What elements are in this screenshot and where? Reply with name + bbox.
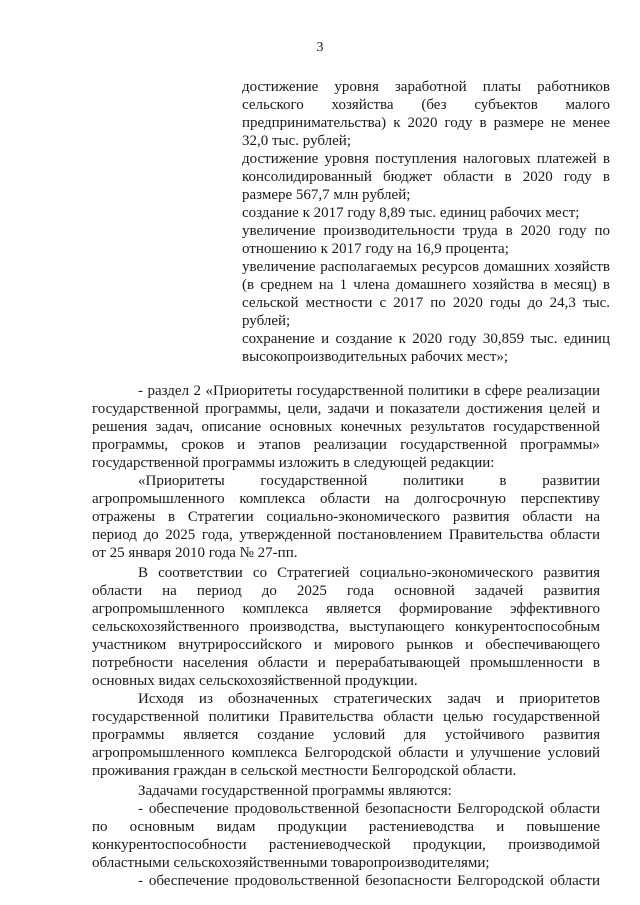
body-line: областными сельскохозяйственными товаропроизводителями; (92, 855, 490, 871)
body-line: агропромышленного комплекса является формирование эффективного (92, 601, 600, 617)
indicator-line: сельской местности с 2017 по 2020 годы до 24,3 тыс. (242, 295, 610, 311)
body-line: период до 2025 года, утвержденной постановлением Правительства области (92, 527, 600, 543)
indicator-line: создание к 2017 году 8,89 тыс. единиц рабочих мест; (242, 205, 580, 221)
indicator-line: сохранение и создание к 2020 году 30,859 тыс. единиц (242, 331, 610, 347)
body-line: конкурентоспособности растениеводческой продукции, производимой (92, 837, 600, 853)
body-line: «Приоритеты государственной политики в развитии (138, 473, 600, 489)
body-line: сельскохозяйственного производства, выступающего конкурентоспособным (92, 619, 600, 635)
body-line: государственной политики Правительства области целью государственной (92, 709, 600, 725)
indicator-line: отношению к 2017 году на 16,9 процента; (242, 241, 509, 257)
body-line: - раздел 2 «Приоритеты государственной политики в сфере реализации (138, 383, 600, 399)
body-line: - обеспечение продовольственной безопасности Белгородской области (138, 873, 600, 889)
indicator-line: консолидированный бюджет области в 2020 году в (242, 169, 610, 185)
body-line: программы является создание условий для устойчивого развития (92, 727, 600, 743)
body-line: области на период до 2025 года основной задачей развития (92, 583, 600, 599)
body-line: государственной программы, цели, задачи и показатели достижения целей и (92, 401, 600, 417)
indicator-line: увеличение производительности труда в 2020 году по (242, 223, 610, 239)
body-line: Задачами государственной программы являются: (138, 783, 452, 799)
indicator-line: высокопроизводительных рабочих мест»; (242, 349, 509, 365)
body-line: по основным видам продукции растениеводства и повышение (92, 819, 600, 835)
indicator-line: достижение уровня заработной платы работников (242, 79, 610, 95)
indicator-line: увеличение располагаемых ресурсов домашних хозяйств (242, 259, 610, 275)
body-line: участником внутрироссийского и мирового рынков и обеспечивающего (92, 637, 600, 653)
page-number: 3 (316, 40, 324, 55)
body-line: агропромышленного комплекса Белгородской области и улучшение условий (92, 745, 600, 761)
body-line: от 25 января 2010 года № 27-пп. (92, 545, 298, 561)
body-line: проживания граждан в сельской местности Белгородской области. (92, 763, 517, 779)
body-line: потребности населения области и перерабатывающей промышленности в (92, 655, 600, 671)
indicator-line: (в среднем на 1 члена домашнего хозяйства в месяц) в (242, 277, 610, 293)
body-line: - обеспечение продовольственной безопасности Белгородской области (138, 801, 600, 817)
body-line: В соответствии со Стратегией социально-экономического развития (138, 565, 600, 581)
body-line: основных видах сельскохозяйственной продукции. (92, 673, 418, 689)
indicator-line: 32,0 тыс. рублей; (242, 133, 351, 149)
body-line: государственной программы изложить в следующей редакции: (92, 455, 495, 471)
body-line: агропромышленного комплекса области на долгосрочную перспективу (92, 491, 600, 507)
body-line: отражены в Стратегии социально-экономического развития области на (92, 509, 600, 525)
indicator-line: сельского хозяйства (без субъектов малого (242, 97, 610, 113)
indicator-line: предпринимательства) к 2020 году в размере не менее (242, 115, 610, 131)
body-line: Исходя из обозначенных стратегических задач и приоритетов (138, 691, 600, 707)
body-line: решения задач, описание основных конечных результатов государственной (92, 419, 600, 435)
body-line: программы, сроков и этапов реализации государственной программы» (92, 437, 600, 453)
indicator-line: достижение уровня поступления налоговых платежей в (242, 151, 610, 167)
indicator-line: рублей; (242, 313, 291, 329)
indicator-line: размере 567,7 млн рублей; (242, 187, 411, 203)
